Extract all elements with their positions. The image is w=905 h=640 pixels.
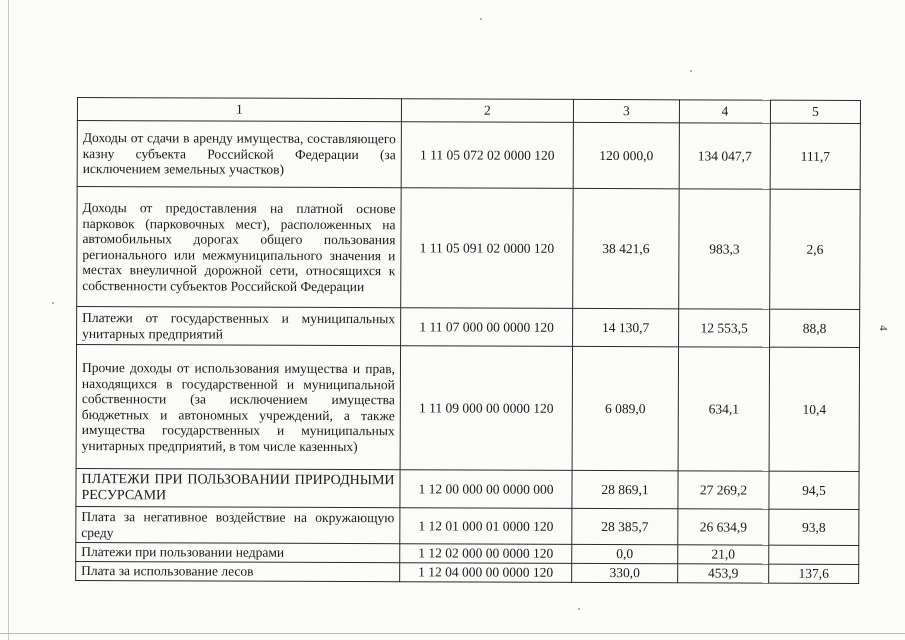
table-row xyxy=(76,468,859,509)
row-actual-value: 21,0 xyxy=(678,545,769,564)
row-name: Платежи при пользовании недрами xyxy=(76,542,400,562)
row-code: 1 11 09 000 00 0000 120 xyxy=(400,346,572,471)
scan-speck xyxy=(52,302,54,304)
revenue-table xyxy=(75,97,861,584)
row-name: Прочие доходы от использования имущества и прав, находящихся в государственной и муниципальной собственности (за исключением имущества бюджетных и автономных учреждений, а также имущества государственных и муниципальных унитарных предприятий, в том числе казенных) xyxy=(76,345,400,470)
table-row xyxy=(76,561,859,583)
column-header: 1 xyxy=(77,98,401,122)
row-code: 1 12 00 000 00 0000 000 xyxy=(400,470,572,509)
page-edge xyxy=(0,633,905,634)
row-plan-value: 0,0 xyxy=(572,544,678,563)
column-header: 3 xyxy=(573,99,679,122)
row-plan-value: 330,0 xyxy=(572,563,678,582)
row-plan-value: 28 385,7 xyxy=(572,508,678,544)
row-actual-value: 453,9 xyxy=(678,564,769,583)
row-plan-value: 6 089,0 xyxy=(572,346,678,470)
row-percent-value: 10,4 xyxy=(769,347,859,471)
table-row xyxy=(77,187,860,310)
row-percent-value: 2,6 xyxy=(770,189,860,309)
row-name: Плата за использование лесов xyxy=(76,561,400,581)
row-code: 1 11 07 000 00 0000 120 xyxy=(401,308,573,347)
row-percent-value xyxy=(769,545,859,564)
row-actual-value: 26 634,9 xyxy=(678,509,769,545)
page-number: 4 xyxy=(876,325,889,331)
row-code: 1 11 05 091 02 0000 120 xyxy=(401,188,573,309)
row-code: 1 12 04 000 00 0000 120 xyxy=(400,563,572,583)
row-plan-value: 38 421,6 xyxy=(573,188,679,308)
row-actual-value: 12 553,5 xyxy=(679,309,770,347)
row-plan-value: 120 000,0 xyxy=(573,122,679,188)
row-name: Доходы от предоставления на платной основе парковок (парковочных мест), расположенных на автомобильных дорогах общего пользования регионального или межмуниципального значения и местах внеуличной дорожной сети, относящихся к собственности субъектов Российской Федерации xyxy=(77,187,401,308)
scan-speck xyxy=(578,608,580,610)
row-percent-value: 88,8 xyxy=(770,309,860,347)
table-row xyxy=(77,307,860,348)
column-header: 5 xyxy=(770,100,860,123)
table-header-row xyxy=(77,98,860,124)
table-row xyxy=(76,506,859,545)
page-edge xyxy=(8,0,9,640)
table-row xyxy=(76,345,859,472)
row-percent-value: 111,7 xyxy=(770,123,860,189)
scan-speck xyxy=(690,70,692,72)
row-plan-value: 14 130,7 xyxy=(573,308,679,346)
row-percent-value: 94,5 xyxy=(769,471,859,509)
scan-speck xyxy=(480,18,482,20)
row-code: 1 12 01 000 01 0000 120 xyxy=(400,508,572,545)
row-code: 1 11 05 072 02 0000 120 xyxy=(401,122,573,189)
row-actual-value: 983,3 xyxy=(679,189,770,309)
row-actual-value: 27 269,2 xyxy=(678,471,769,509)
row-plan-value: 28 869,1 xyxy=(572,470,678,508)
row-name: ПЛАТЕЖИ ПРИ ПОЛЬЗОВАНИИ ПРИРОДНЫМИ РЕСУРСАМИ xyxy=(76,468,400,507)
column-header: 4 xyxy=(679,100,770,123)
row-actual-value: 134 047,7 xyxy=(679,123,770,189)
row-name: Платежи от государственных и муниципальных унитарных предприятий xyxy=(77,307,401,346)
row-code: 1 12 02 000 00 0000 120 xyxy=(400,544,572,564)
row-percent-value: 137,6 xyxy=(769,564,859,583)
row-name: Плата за негативное воздействие на окружающую среду xyxy=(76,506,400,543)
column-header: 2 xyxy=(401,99,573,123)
row-name: Доходы от сдачи в аренду имущества, составляющего казну субъекта Российской Федерации (за исключением земельных участков) xyxy=(77,121,401,188)
row-actual-value: 634,1 xyxy=(678,347,769,471)
row-percent-value: 93,8 xyxy=(769,509,859,545)
table-row xyxy=(77,121,860,190)
